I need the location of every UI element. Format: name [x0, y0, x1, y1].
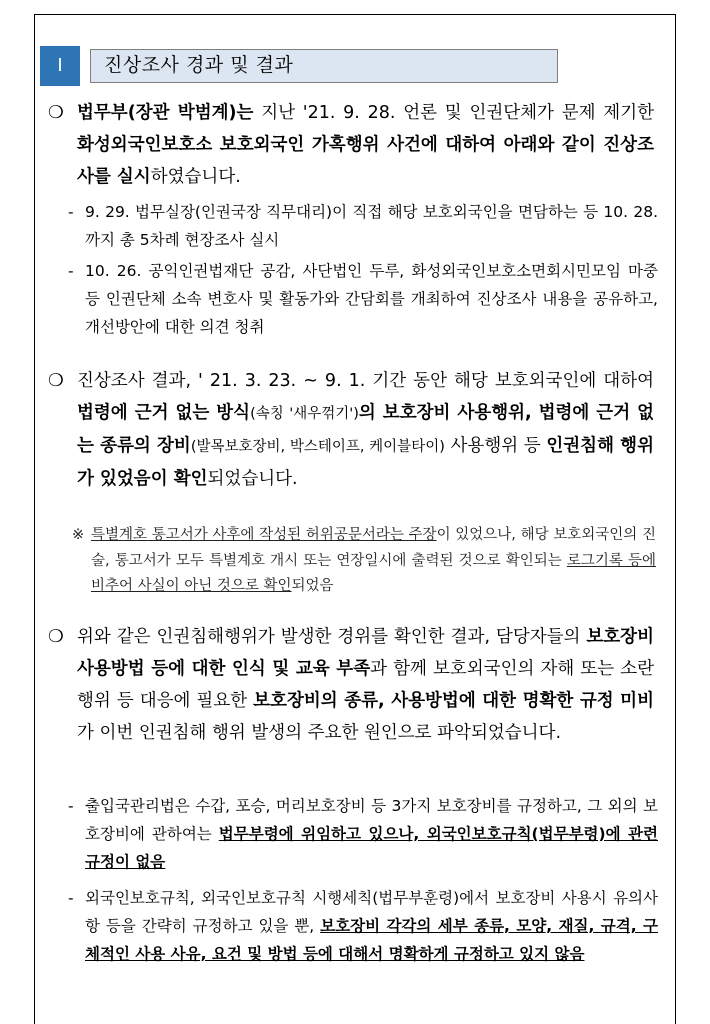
dash-bullet: - — [68, 889, 74, 907]
sub-item-protection-rules: - 외국인보호규칙, 외국인보호규칙 시행세칙(법무부훈령)에서 보호장비 사용시 유의사항 등을 간략히 규정하고 있을 뿐, 보호장비 각각의 세부 종류, 모양, 재질, 규격, 구체적인 사용 사유, 요건 및 방법 등에 대해서 명확하게 규정하고 있지 않음 — [68, 884, 658, 968]
circle-bullet: ❍ — [48, 371, 64, 391]
investigation-emphasis: 화성외국인보호소 보호외국인 가혹행위 사건에 대하여 아래와 같이 진상조사를 실시 — [77, 135, 654, 187]
paragraph-text: 진상조사 결과, ' 21. 3. 23. ~ 9. 1. 기간 동안 해당 보호외국인에 대하여 법령에 근거 없는 방식(속칭 '새우꺾기')의 보호장비 사용행위, 법령에 근거 없는 종류의 장비(발목보호장비, 박스테이프, 케이블타이) 사용행위 등 인권침해 행위가 있었음이 확인되었습니다. — [77, 371, 655, 489]
paragraph-text: 법무부(장관 박범계)는 지난 '21. 9. 28. 언론 및 인권단체가 문제 제기한 화성외국인보호소 보호외국인 가혹행위 사건에 대하여 아래와 같이 진상조사를 실시하였습니다. — [77, 103, 655, 187]
paragraph-result — [48, 365, 654, 495]
note-item: ※ 특별계호 통고서가 사후에 작성된 허위공문서라는 주장이 있었으나, 해당 보호외국인의 진술, 통고서가 모두 특별계호 개시 또는 연장일시에 출력된 것으로 확인되는 로그기록 등에 비추어 사실이 아닌 것으로 확인되었음 — [72, 523, 656, 600]
ministry-name: 법무부(장관 박범계)는 — [77, 103, 254, 123]
dash-bullet: - — [68, 203, 74, 221]
dash-bullet: - — [68, 797, 74, 815]
dash-bullet: - — [68, 262, 74, 280]
sub-item-interview: - 9. 29. 법무실장(인권국장 직무대리)이 직접 해당 보호외국인을 면담하는 등 10. 28.까지 총 5차례 현장조사 실시 — [68, 198, 658, 254]
paragraph-cause — [48, 621, 654, 749]
note-mark: ※ — [72, 527, 85, 543]
sub-item-meeting: - 10. 26. 공익인권법재단 공감, 사단법인 두루, 화성외국인보호소면회시민모임 마중 등 인권단체 소속 변호사 및 활동가와 간담회를 개최하여 진상조사 내용을 공유하고, 개선방안에 대한 의견 청취 — [68, 257, 658, 341]
paragraph-text: 위와 같은 인권침해행위가 발생한 경위를 확인한 결과, 담당자들의 보호장비 사용방법 등에 대한 인식 및 교육 부족과 함께 보호외국인의 자해 또는 소란행위 등 대응에 필요한 보호장비의 종류, 사용방법에 대한 명확한 규정 미비가 이번 인권침해 행위 발생의 주요한 원인으로 파악되었습니다. — [77, 627, 654, 743]
circle-bullet: ❍ — [48, 103, 64, 123]
circle-bullet: ❍ — [48, 627, 64, 647]
sub-item-immigration-act: - 출입국관리법은 수갑, 포승, 머리보호장비 등 3가지 보호장비를 규정하고, 그 외의 보호장비에 관하여는 법무부령에 위임하고 있으나, 외국인보호규칙(법무부령)에 관련 규정이 없음 — [68, 792, 658, 876]
section-number: I — [40, 46, 80, 86]
section-title: 진상조사 경과 및 결과 — [90, 49, 558, 83]
paragraph-investigation — [48, 97, 654, 193]
